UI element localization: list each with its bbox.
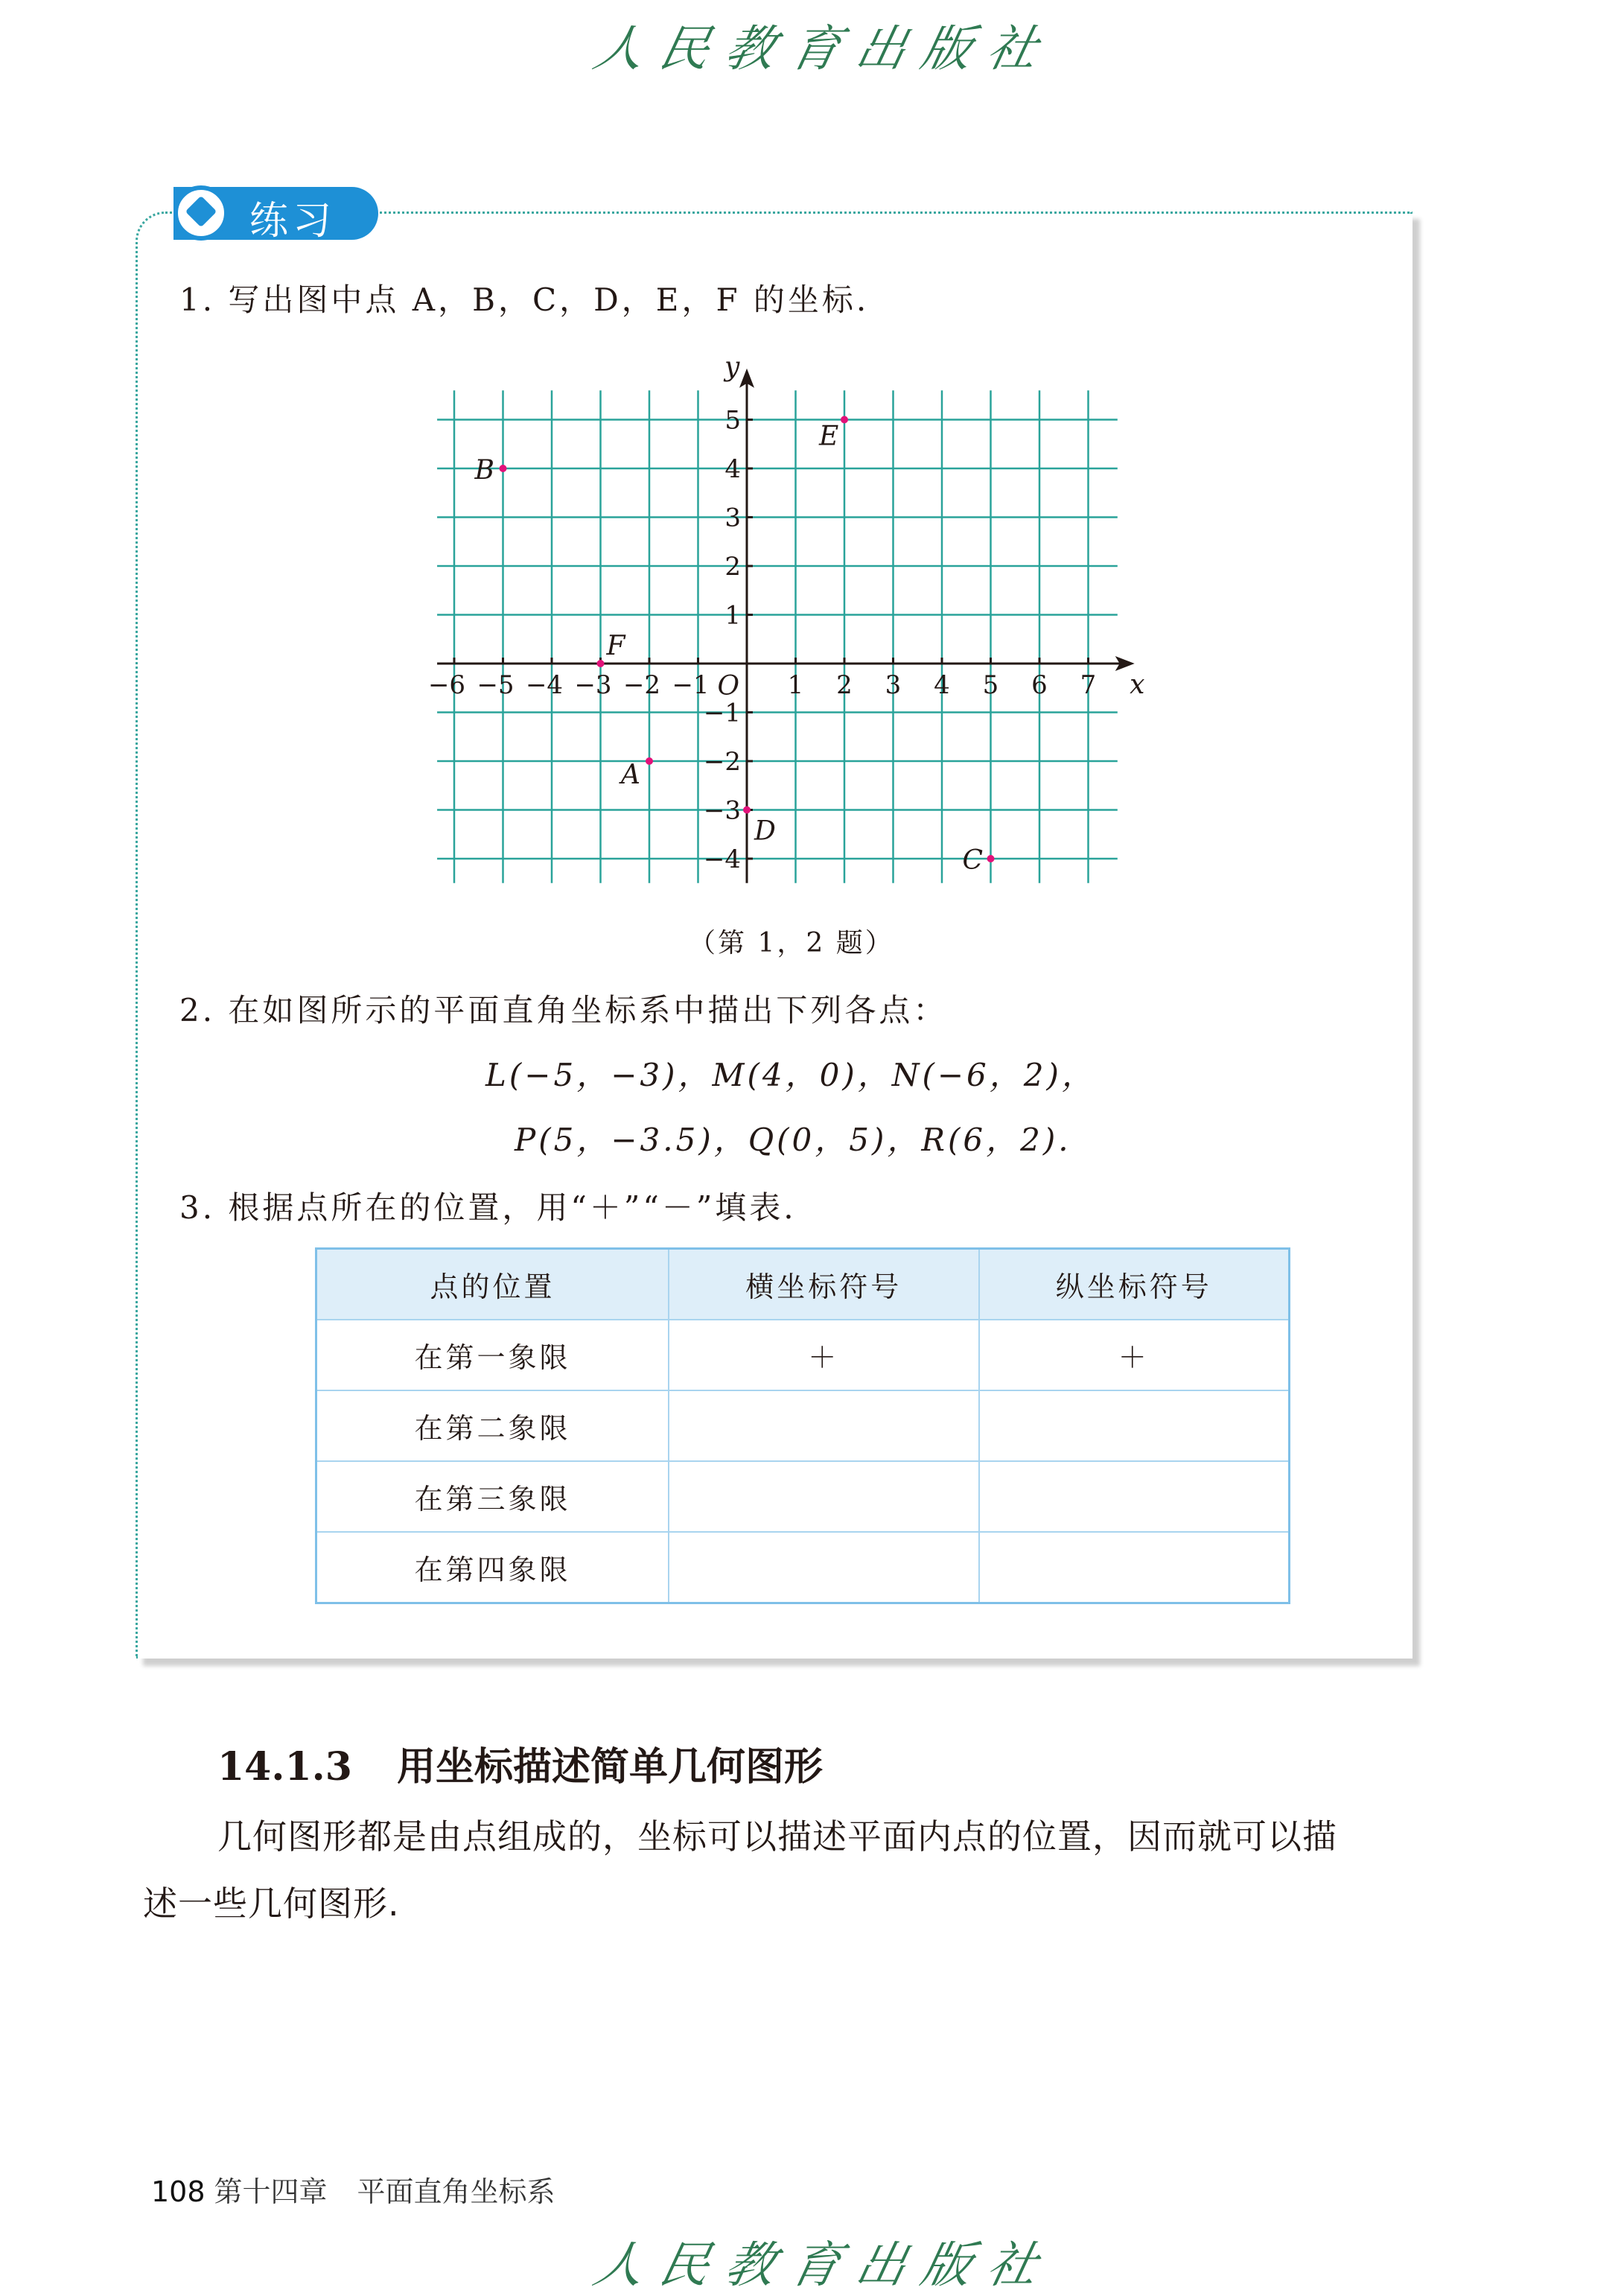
x-tick-label: 5	[982, 670, 999, 700]
point-label: F	[606, 631, 625, 661]
x-tick-label: −3	[574, 670, 612, 700]
point-label: C	[962, 845, 984, 876]
table-cell[interactable]	[669, 1532, 978, 1603]
x-tick-label: −2	[622, 670, 661, 700]
x-tick-label: 7	[1080, 670, 1097, 700]
table-row	[316, 1390, 1290, 1461]
paragraph-line: 述一些几何图形.	[143, 1883, 400, 1924]
table-row	[316, 1532, 1290, 1603]
x-tick-label: −5	[477, 670, 515, 700]
question-1: 1. 写出图中点 A，B，C，D，E，F 的坐标.	[179, 282, 870, 318]
x-tick-label: −1	[672, 670, 710, 700]
section-title: 用坐标描述简单几何图形	[396, 1745, 823, 1790]
table-cell: 在第四象限	[316, 1532, 669, 1603]
x-tick-label: 6	[1031, 670, 1048, 700]
point-label: D	[754, 815, 776, 847]
publisher-logo-bottom: 人民教育出版社	[588, 2236, 1060, 2294]
figure-caption: （第 1，2 题）	[689, 928, 894, 958]
page-footer	[151, 2169, 555, 2210]
coordinate-plane-chart	[0, 0, 1618, 968]
question-2: 2. 在如图所示的平面直角坐标系中描出下列各点：	[179, 992, 948, 1028]
table-cell[interactable]: ＋	[979, 1320, 1290, 1390]
publisher-logo-top: 人民教育出版社	[588, 20, 1060, 77]
point-F	[597, 660, 605, 667]
point-label: E	[819, 421, 839, 452]
x-tick-label: 2	[836, 670, 853, 700]
x-tick-label: 3	[885, 670, 902, 700]
table-cell: 在第二象限	[316, 1390, 669, 1461]
x-tick-label: −6	[427, 670, 466, 700]
point-E	[841, 416, 848, 424]
y-tick-label: 4	[724, 454, 741, 484]
y-axis-label: y	[724, 352, 740, 383]
point-A	[646, 757, 653, 765]
x-tick-label: 1	[787, 670, 804, 700]
table-header: 纵坐标符号	[979, 1249, 1290, 1320]
table-header-row	[316, 1249, 1290, 1320]
page-number: 108	[151, 2175, 206, 2208]
table-row	[316, 1461, 1290, 1532]
point-D	[743, 807, 751, 814]
table-header: 点的位置	[316, 1249, 669, 1320]
section-heading	[217, 1735, 823, 1791]
paragraph-line: 几何图形都是由点组成的，坐标可以描述平面内点的位置，因而就可以描	[217, 1816, 1337, 1857]
table-row	[316, 1320, 1290, 1390]
question-2-points-line1: L(−5，−3)，M(4，0)，N(−6，2)，	[485, 1057, 1096, 1093]
table-header: 横坐标符号	[669, 1249, 978, 1320]
y-tick-label: −4	[703, 845, 741, 874]
x-tick-label: −4	[525, 670, 564, 700]
table-cell[interactable]	[669, 1461, 978, 1532]
x-tick-label: 4	[934, 670, 950, 700]
table-cell[interactable]	[669, 1390, 978, 1461]
table-cell[interactable]: ＋	[669, 1320, 978, 1390]
table-cell: 在第三象限	[316, 1461, 669, 1532]
point-label: A	[621, 760, 640, 790]
chapter-title: 平面直角坐标系	[357, 2175, 555, 2208]
question-3: 3. 根据点所在的位置，用“＋”“－”填表.	[179, 1189, 797, 1226]
y-tick-label: −2	[703, 747, 741, 777]
table-cell[interactable]	[979, 1390, 1290, 1461]
point-C	[987, 855, 995, 862]
y-tick-label: −1	[703, 698, 741, 728]
table-cell: 在第一象限	[316, 1320, 669, 1390]
y-tick-label: 2	[724, 552, 741, 582]
point-B	[500, 465, 507, 472]
table-cell[interactable]	[979, 1461, 1290, 1532]
x-axis-label: x	[1130, 670, 1145, 700]
y-tick-label: 1	[724, 600, 741, 631]
sign-table	[315, 1247, 1290, 1604]
section-number: 14.1.3	[217, 1744, 352, 1790]
y-tick-label: −3	[703, 795, 741, 826]
question-2-points-line2: P(5，−3.5)，Q(0，5)，R(6，2).	[515, 1122, 1071, 1158]
table-cell[interactable]	[979, 1532, 1290, 1603]
origin-label: O	[717, 671, 739, 702]
exercise-badge-label: 练习	[249, 199, 337, 244]
y-tick-label: 3	[724, 503, 741, 533]
y-tick-label: 5	[724, 405, 741, 436]
point-label: B	[474, 455, 494, 486]
chapter-number: 第十四章	[214, 2175, 328, 2208]
